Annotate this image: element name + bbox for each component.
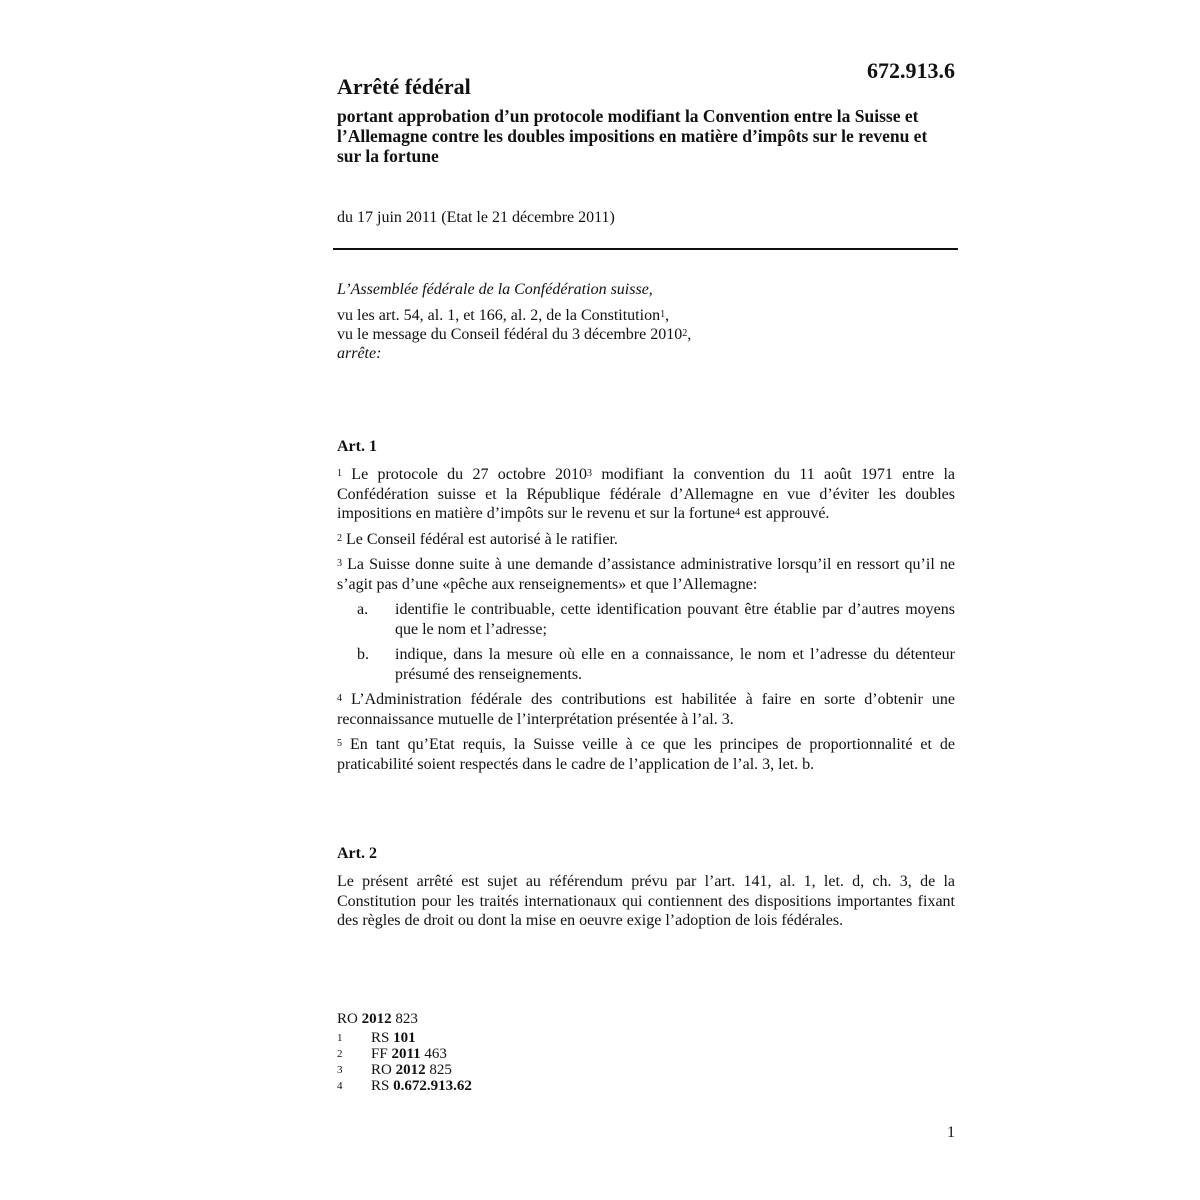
footnote-ref-2[interactable]: 2: [682, 328, 688, 339]
article-1-paragraph-4: [337, 690, 955, 729]
footnote-text: [371, 1046, 447, 1062]
article-2: [337, 845, 955, 937]
paragraph-number: 1: [337, 468, 342, 479]
footnote-prefix: RS: [371, 1078, 390, 1094]
footnote: [337, 1030, 472, 1046]
document-date: du 17 juin 2011 (Etat le 21 décembre 2011): [337, 209, 615, 226]
article-1-paragraph-2: [337, 530, 955, 550]
footnote-ref-4[interactable]: 4: [735, 507, 741, 518]
paragraph-text: modifiant la convention du 11 août 1971 entre la Confédération suisse et la République fédérale d’Allemagne en vue d’éviter les doubles impositions en matière d’impôts sur le revenu et sur la fortune: [337, 466, 955, 522]
footnote-bold: 101: [393, 1030, 416, 1046]
footnote-number: 1: [337, 1032, 343, 1044]
paragraph-number: 4: [337, 693, 342, 704]
list-marker: a.: [357, 601, 369, 618]
paragraph-text: est approuvé.: [740, 505, 830, 522]
footnote-text: [371, 1030, 416, 1046]
list-item: [337, 645, 955, 684]
footnote: [337, 1078, 472, 1094]
page-number: 1: [947, 1124, 955, 1141]
document-subtitle: portant approbation d’un protocole modifiant la Convention entre la Suisse et l’Allemagne contre les doubles impositions en matière d’impôts sur le revenu et sur la fortune: [337, 106, 928, 166]
article-1-paragraph-1: [337, 465, 955, 524]
preamble-line-message: [337, 325, 955, 344]
paragraph-number: 3: [337, 558, 342, 569]
ro-prefix: RO: [337, 1011, 358, 1027]
article-2-paragraph-1: Le présent arrêté est sujet au référendum prévu par l’art. 141, al. 1, let. d, ch. 3, de la Constitution pour les traités internationaux qui contiennent des dispositions importantes fixant des règles de droit ou dont la mise en oeuvre exige l’adoption de lois fédérales.: [337, 873, 955, 929]
paragraph-text: Le protocole du 27 octobre 2010: [342, 466, 588, 483]
footnote-bold: 2011: [391, 1046, 421, 1062]
article-2-heading: Art. 2: [337, 845, 377, 862]
paragraph-text: La Suisse donne suite à une demande d’assistance administrative lorsqu’il en ressort qu’il ne s’agit pas d’une «pêche aux renseignements» et que l’Allemagne:: [337, 556, 955, 593]
official-compilation-reference: [337, 1011, 418, 1028]
preamble-decree: arrête:: [337, 345, 382, 362]
footnote-prefix: RO: [371, 1062, 392, 1078]
paragraph-text: En tant qu’Etat requis, la Suisse veille à ce que les principes de proportionnalité et de praticabilité soient respectés dans le cadre de l’application de l’al. 3, let. b.: [337, 736, 955, 773]
article-1: [337, 438, 955, 780]
ro-page: 823: [395, 1011, 418, 1027]
footnotes: [337, 1030, 472, 1094]
paragraph-number: 2: [337, 532, 342, 544]
footnote-rest: 463: [424, 1046, 447, 1062]
footnote-prefix: RS: [371, 1030, 390, 1046]
preamble-line-constitution: [337, 306, 955, 325]
footnote-rest: 825: [429, 1062, 452, 1078]
list-item: [337, 600, 955, 639]
footnote-number: 4: [337, 1080, 343, 1092]
ro-year: 2012: [361, 1011, 392, 1027]
footnote-ref-1[interactable]: 1: [660, 309, 666, 320]
footnote-ref-3[interactable]: 3: [587, 468, 593, 479]
paragraph-text: L’Administration fédérale des contributions est habilitée à faire en sorte d’obtenir une reconnaissance mutuelle de l’interprétation présentée à l’al. 3.: [337, 691, 955, 728]
preamble-line1-end: ,: [665, 307, 670, 324]
paragraph-text: Le Conseil fédéral est autorisé à le ratifier.: [342, 530, 618, 548]
preamble-line2-text: vu le message du Conseil fédéral du 3 décembre 2010: [337, 326, 683, 343]
preamble-line1-text: vu les art. 54, al. 1, et 166, al. 2, de la Constitution: [337, 307, 661, 324]
article-1-paragraph-5: [337, 735, 955, 774]
list-text: identifie le contribuable, cette identification pouvant être établie par d’autres moyens que le nom et l’adresse;: [395, 601, 955, 638]
article-1-heading: Art. 1: [337, 438, 377, 455]
article-1-paragraph-3: [337, 555, 955, 594]
footnote-bold: 0.672.913.62: [393, 1078, 472, 1094]
preamble-assembly: L’Assemblée fédérale de la Confédération suisse,: [337, 281, 653, 298]
footnote: [337, 1046, 472, 1062]
footnote-bold: 2012: [395, 1062, 426, 1078]
footnote-text: [371, 1078, 472, 1094]
footnote-text: [371, 1062, 452, 1078]
document-title: Arrêté fédéral: [337, 74, 471, 99]
footnote-prefix: FF: [371, 1046, 388, 1062]
preamble-line2-end: ,: [687, 326, 692, 343]
footnote-number: 2: [337, 1048, 343, 1060]
title-divider: [333, 248, 958, 250]
footnote: [337, 1062, 472, 1078]
paragraph-number: 5: [337, 738, 342, 749]
list-marker: b.: [357, 646, 369, 663]
sr-number: 672.913.6: [867, 58, 955, 83]
footnote-number: 3: [337, 1064, 343, 1076]
list-text: indique, dans la mesure où elle en a connaissance, le nom et l’adresse du détenteur présumé des renseignements.: [395, 646, 955, 683]
preamble: [337, 280, 955, 363]
